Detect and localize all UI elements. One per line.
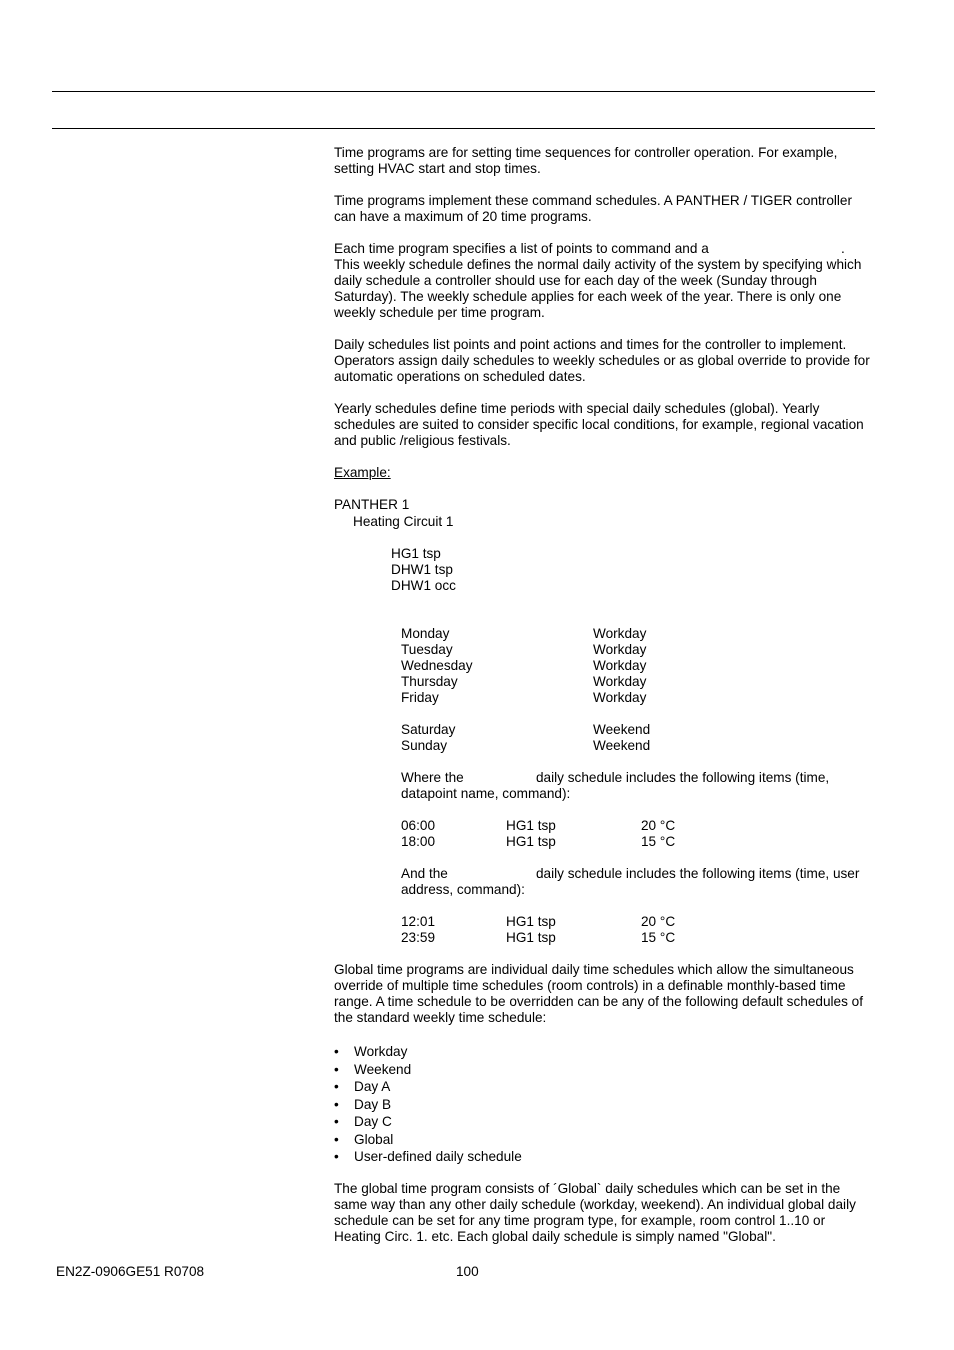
header-rule-top [52, 91, 875, 92]
example-controller: PANTHER 1 [334, 497, 410, 512]
workday-item-time: 18:00 [401, 834, 436, 849]
weekend-description-start: And the [401, 866, 448, 881]
weekend-item-point: HG1 tsp [506, 930, 556, 945]
paragraph-global-time-programs: Global time programs are individual daily time schedules which allow the simultaneous override of multiple time schedules (room controls) in a definable monthly-based time range. A time schedule to be overridden can be any of the following default schedules of the standard weekly time schedule: [334, 962, 863, 1025]
week-day: Sunday [401, 738, 448, 753]
workday-item-time: 06:00 [401, 818, 436, 833]
footer-doc-id: EN2Z-0906GE51 R0708 [56, 1264, 205, 1279]
week-day: Thursday [401, 674, 458, 689]
example-point: DHW1 tsp [391, 562, 453, 577]
footer-page-number: 100 [456, 1264, 479, 1279]
workday-item-command: 15 °C [641, 834, 676, 849]
week-day: Wednesday [401, 658, 473, 673]
weekend-item-command: 20 °C [641, 914, 676, 929]
paragraph-time-programs-intro: Time programs are for setting time sequences for controller operation. For example, setting HVAC start and stop times. [334, 145, 838, 176]
workday-description-end: datapoint name, command): [401, 786, 571, 801]
week-schedule: Workday [593, 674, 647, 689]
example-circuit: Heating Circuit 1 [353, 514, 454, 529]
paragraph-command-schedules: Time programs implement these command schedules. A PANTHER / TIGER controller can have a maximum of 20 time programs. [334, 193, 853, 224]
bullet-icon: • [334, 1044, 339, 1059]
header-rule-bottom [52, 128, 875, 129]
list-item: • Workday [334, 1044, 408, 1059]
week-day: Friday [401, 690, 439, 705]
workday-description-start: Where the [401, 770, 464, 785]
weekend-item-command: 15 °C [641, 930, 676, 945]
workday-item-command: 20 °C [641, 818, 676, 833]
workday-item-point: HG1 tsp [506, 818, 556, 833]
bullet-icon: • [334, 1149, 339, 1164]
paragraph-yearly-schedules: Yearly schedules define time periods with special daily schedules (global). Yearly schedules are suited to consider specific local conditions, for example, regional vacation and public /religious festivals. [334, 401, 864, 448]
bullet-icon: • [334, 1131, 339, 1147]
paragraph-weekly-schedule-start: Each time program specifies a list of points to command and a [334, 241, 709, 256]
week-schedule: Workday [593, 690, 647, 705]
workday-description-middle: daily schedule includes the following items (time, [536, 770, 830, 785]
list-item: • Global [334, 1131, 394, 1147]
paragraph-weekly-schedule-period: . [841, 241, 845, 256]
paragraph-global-daily-schedules: The global time program consists of ´Global` daily schedules which can be set in the same way than any other daily schedule (workday, weekend). An individual global daily schedule can be set for any time program type, for example, room control 1..10 or Heating Circ. 1. etc. Each global daily schedule is simply named "Global". [334, 1181, 856, 1244]
weekend-item-time: 12:01 [401, 914, 436, 929]
week-schedule: Weekend [593, 722, 651, 737]
week-schedule: Workday [593, 658, 647, 673]
week-day: Monday [401, 626, 450, 641]
list-item: • User-defined daily schedule [334, 1149, 522, 1164]
list-item: • Weekend [334, 1061, 412, 1077]
week-schedule: Workday [593, 626, 647, 641]
week-day: Saturday [401, 722, 456, 737]
example-point: HG1 tsp [391, 546, 441, 561]
bullet-icon: • [334, 1061, 339, 1077]
bullet-icon: • [334, 1096, 339, 1112]
list-item: • Day C [334, 1114, 392, 1129]
week-schedule: Workday [593, 642, 647, 657]
example-point: DHW1 occ [391, 578, 456, 593]
list-item: • Day A [334, 1079, 391, 1094]
workday-item-point: HG1 tsp [506, 834, 556, 849]
paragraph-daily-schedules: Daily schedules list points and point actions and times for the controller to implement. Operators assign daily schedules to weekly schedules or as global override to provide for automatic operations on scheduled dates. [334, 337, 870, 384]
weekend-item-time: 23:59 [401, 930, 436, 945]
week-schedule: Weekend [593, 738, 651, 753]
overridable-schedules-list [334, 1043, 522, 1166]
weekend-description-end: address, command): [401, 882, 525, 897]
bullet-icon: • [334, 1079, 339, 1094]
week-day: Tuesday [401, 642, 453, 657]
example-heading: Example: [334, 465, 391, 480]
paragraph-weekly-schedule: This weekly schedule defines the normal daily activity of the system by specifying which daily schedule a controller should use for each day of the week (Sunday through Saturday). The weekly schedule applies for each week of the year. There is only one weekly schedule per time program. [334, 257, 862, 320]
weekend-item-point: HG1 tsp [506, 914, 556, 929]
list-item: • Day B [334, 1096, 392, 1112]
weekend-description-middle: daily schedule includes the following items (time, user [536, 866, 860, 881]
bullet-icon: • [334, 1114, 339, 1129]
